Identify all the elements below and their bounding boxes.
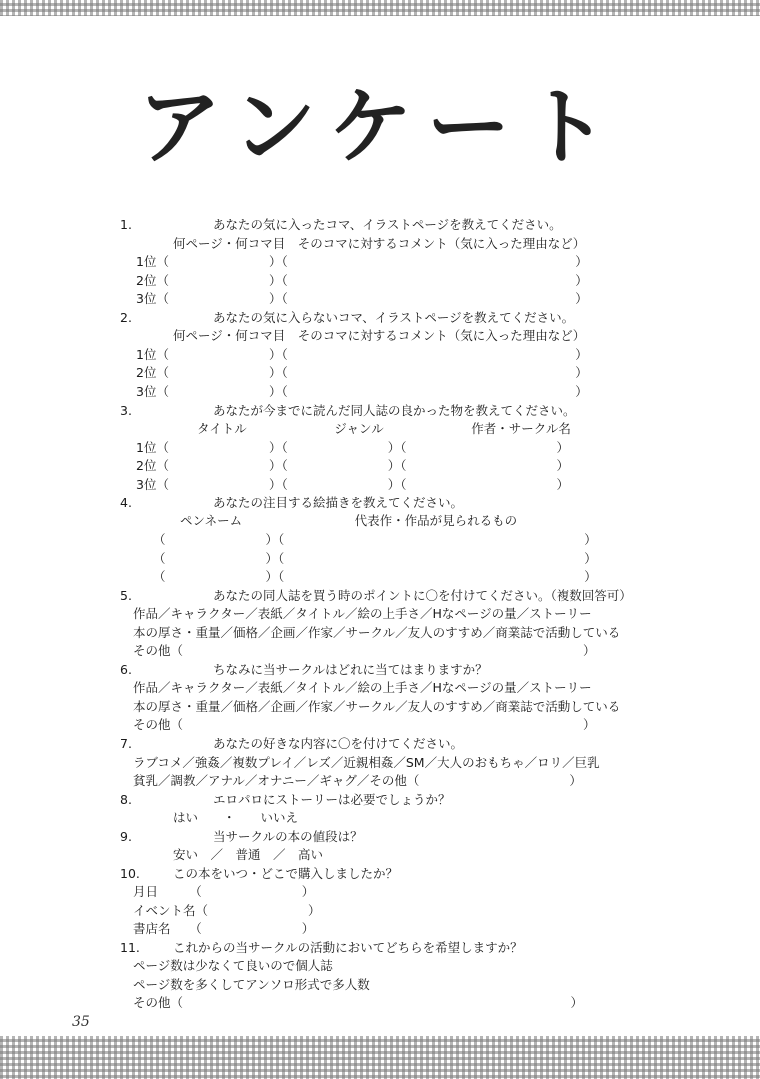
column-headers: 何ページ・何コマ目 そのコマに対するコメント（気に入った理由など） [173, 236, 586, 251]
question-text: この本をいつ・どこで購入しましたか？ [173, 866, 399, 881]
question-number: 10. [120, 866, 140, 881]
answer-row: 3位（ ）（ ） [136, 384, 588, 399]
other-row: その他（ ） [133, 717, 596, 732]
answer-row: 3位（ ）（ ） [136, 291, 588, 306]
answer-row: （ ）（ ） [153, 569, 597, 584]
options-row: 安い ／ 普通 ／ 高い [173, 847, 324, 862]
answer-row: 2位（ ）（ ） [136, 273, 588, 288]
checkered-border-top [0, 0, 760, 16]
answer-row: 2位（ ）（ ） [136, 365, 588, 380]
question-text: あなたの気に入ったコマ、イラストページを教えてください。 [213, 217, 562, 232]
options-row: 本の厚さ・重量／価格／企画／作家／サークル／友人のすすめ／商業誌で活動している [133, 699, 621, 714]
answer-row: イベント名（ ） [133, 903, 321, 918]
options-row: 貧乳／調教／アナル／オナニー／ギャグ／その他（ ） [133, 773, 582, 788]
options-row: 本の厚さ・重量／価格／企画／作家／サークル／友人のすすめ／商業誌で活動している [133, 625, 621, 640]
other-row: その他（ ） [133, 995, 584, 1010]
question-text: あなたの好きな内容に〇を付けてください。 [213, 736, 464, 751]
question-number: 1. [120, 217, 132, 232]
question-number: 4. [120, 495, 132, 510]
question-text: これからの当サークルの活動においてどちらを希望しますか？ [173, 940, 523, 955]
checkered-border-bottom [0, 1036, 760, 1079]
other-row: その他（ ） [133, 643, 596, 658]
question-number: 6. [120, 662, 132, 677]
answer-row: 月日 （ ） [133, 884, 315, 899]
options-row: ページ数を多くしてアンソロ形式で多人数 [133, 977, 370, 992]
question-number: 11. [120, 940, 140, 955]
options-row: 作品／キャラクター／表紙／タイトル／絵の上手さ／Hなページの量／ストーリー [133, 680, 592, 695]
question-number: 9. [120, 829, 132, 844]
answer-row: 1位（ ）（ ） [136, 254, 588, 269]
answer-row: 3位（ ）（ ）（ ） [136, 477, 569, 492]
page-number: 35 [72, 1014, 90, 1030]
question-number: 2. [120, 310, 132, 325]
options-row: ラブコメ／強姦／複数プレイ／レズ／近親相姦／SM／大人のおもちゃ／ロリ／巨乳 [133, 755, 600, 770]
column-headers: タイトル ジャンル 作者・サークル名 [197, 421, 571, 436]
column-headers: 何ページ・何コマ目 そのコマに対するコメント（気に入った理由など） [173, 328, 586, 343]
page-title: アンケート [137, 78, 623, 176]
column-headers: ペンネーム 代表作・作品が見られるもの [180, 513, 518, 528]
options-row: はい ・ いいえ [173, 810, 299, 825]
question-number: 7. [120, 736, 132, 751]
question-text: あなたが今までに読んだ同人誌の良かった物を教えてください。 [213, 403, 576, 418]
options-row: ページ数は少なくて良いので個人誌 [133, 958, 333, 973]
question-text: 当サークルの本の値段は？ [213, 829, 363, 844]
question-number: 8. [120, 792, 132, 807]
question-text: あなたの注目する絵描きを教えてください。 [213, 495, 464, 510]
question-number: 5. [120, 588, 132, 603]
answer-row: （ ）（ ） [153, 532, 597, 547]
question-text: あなたの同人誌を買う時のポイントに〇を付けてください。（複数回答可） [213, 588, 632, 603]
answer-row: 1位（ ）（ ） [136, 347, 588, 362]
answer-row: （ ）（ ） [153, 551, 597, 566]
answer-row: 2位（ ）（ ）（ ） [136, 458, 569, 473]
answer-row: 1位（ ）（ ）（ ） [136, 440, 569, 455]
answer-row: 書店名 （ ） [133, 921, 315, 936]
options-row: 作品／キャラクター／表紙／タイトル／絵の上手さ／Hなページの量／ストーリー [133, 606, 592, 621]
question-number: 3. [120, 403, 132, 418]
question-text: あなたの気に入らないコマ、イラストページを教えてください。 [213, 310, 575, 325]
question-text: エロパロにストーリーは必要でしょうか？ [213, 792, 451, 807]
question-text: ちなみに当サークルはどれに当てはまりますか？ [213, 662, 488, 677]
